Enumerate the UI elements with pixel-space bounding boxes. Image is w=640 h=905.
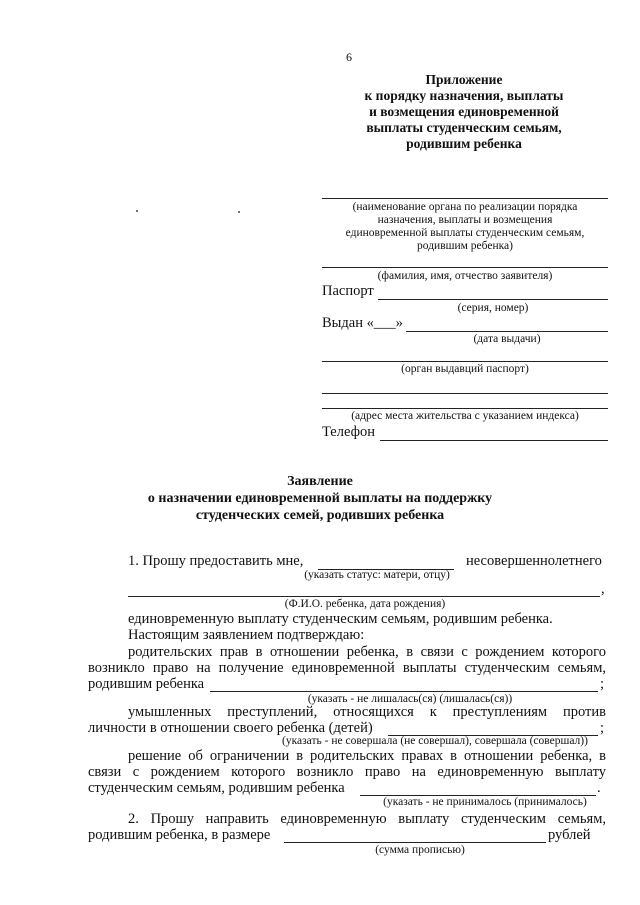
applicant-name-line[interactable] [322,267,608,268]
scan-speck [238,211,240,213]
semicolon: ; [600,676,605,692]
issue-date-caption: (дата выдачи) [473,333,541,345]
passport-line[interactable] [378,299,608,300]
appendix-line: родившим ребенка [406,136,522,151]
crime-caption: (указать - не совершала (не совершал), совершала (совершал)) [282,735,588,747]
p2-line-2: родившим ребенка, в размере [88,827,271,843]
appendix-header [364,72,564,152]
issued-label: Выдан «___» [322,315,403,331]
scan-speck [136,210,138,212]
p1-start: 1. Прошу предоставить мне, [128,553,304,569]
child-caption: (Ф.И.О. ребенка, дата рождения) [284,598,446,610]
caption-line: родившим ребенка) [417,240,513,252]
restrict-line-3: студенческим семьям, родившим ребенка [88,780,345,796]
appendix-line: выплаты студенческим семьям, [366,120,562,135]
restrict-line-2: связи с рождением которого возникло право на единовременную выплату [88,764,606,780]
restrict-caption: (указать - не принималось (принималось) [383,796,587,808]
passport-caption: (серия, номер) [457,302,529,314]
caption-line: назначения, выплаты и возмещения [377,214,553,226]
semicolon: ; [600,720,605,736]
rights-caption: (указать - не лишалась(ся) (лишалась(ся)) [307,693,513,705]
appendix-line: и возмещения единовременной [369,104,559,119]
single-payment-line: единовременную выплату студенческим семьям, родившим ребенка. [128,611,553,627]
organ-caption [322,201,608,253]
issue-date-line[interactable] [406,331,608,332]
sum-caption: (сумма прописью) [375,844,465,856]
rights-line-1: родительских прав в отношении ребенка, в связи с рождением которого [128,644,606,660]
appendix-line: Приложение [425,72,503,87]
rights-line-2: возникло право на получение единовременной выплаты студенческим семьям, [88,660,606,676]
crime-line-2: личности в отношении своего ребенка (детей) [88,720,373,736]
passport-label: Паспорт [322,283,374,299]
confirm-line: Настоящим заявлением подтверждаю: [128,627,365,643]
child-line[interactable] [128,596,600,597]
sum-input-line[interactable] [284,842,546,843]
title-line: о назначении единовременной выплаты на поддержку [147,491,493,506]
p2-line-1: 2. Прошу направить единовременную выплату студенческим семьям, [128,811,606,827]
status-caption: (указать статус: матери, отцу) [304,569,450,581]
restrict-line-1: решение об ограничении в родительских правах в отношении ребенка, в [128,748,606,764]
organ-line[interactable] [322,198,608,199]
issuer-caption: (орган выдавций паспорт) [401,363,529,375]
phone-line[interactable] [380,440,608,441]
rubles-label: рублей [548,827,591,843]
issuer-line[interactable] [322,361,608,362]
rights-input-line[interactable] [210,691,598,692]
address-caption: (адрес места жительства с указанием индекса) [351,410,579,422]
statement-title [100,473,540,524]
page-number: 6 [346,50,352,64]
period: . [597,780,601,796]
caption-line: (наименование органа по реализации порядка [352,201,578,213]
phone-label: Телефон [322,424,375,440]
comma: , [601,581,605,597]
title-line: Заявление [287,474,353,489]
caption-line: единовременной выплаты студенческим семьям, [345,227,585,239]
appendix-line: к порядку назначения, выплаты [364,88,564,103]
p1-end: несовершеннолетнего [466,553,602,569]
title-line: студенческих семей, родивших ребенка [195,508,445,523]
crime-line-1: умышленных преступлений, относящихся к преступлениям против [128,704,606,720]
address-line-1[interactable] [322,393,608,394]
rights-line-3: родившим ребенка [88,676,205,692]
applicant-name-caption: (фамилия, имя, отчество заявителя) [377,270,553,282]
address-line-2[interactable] [322,408,608,409]
